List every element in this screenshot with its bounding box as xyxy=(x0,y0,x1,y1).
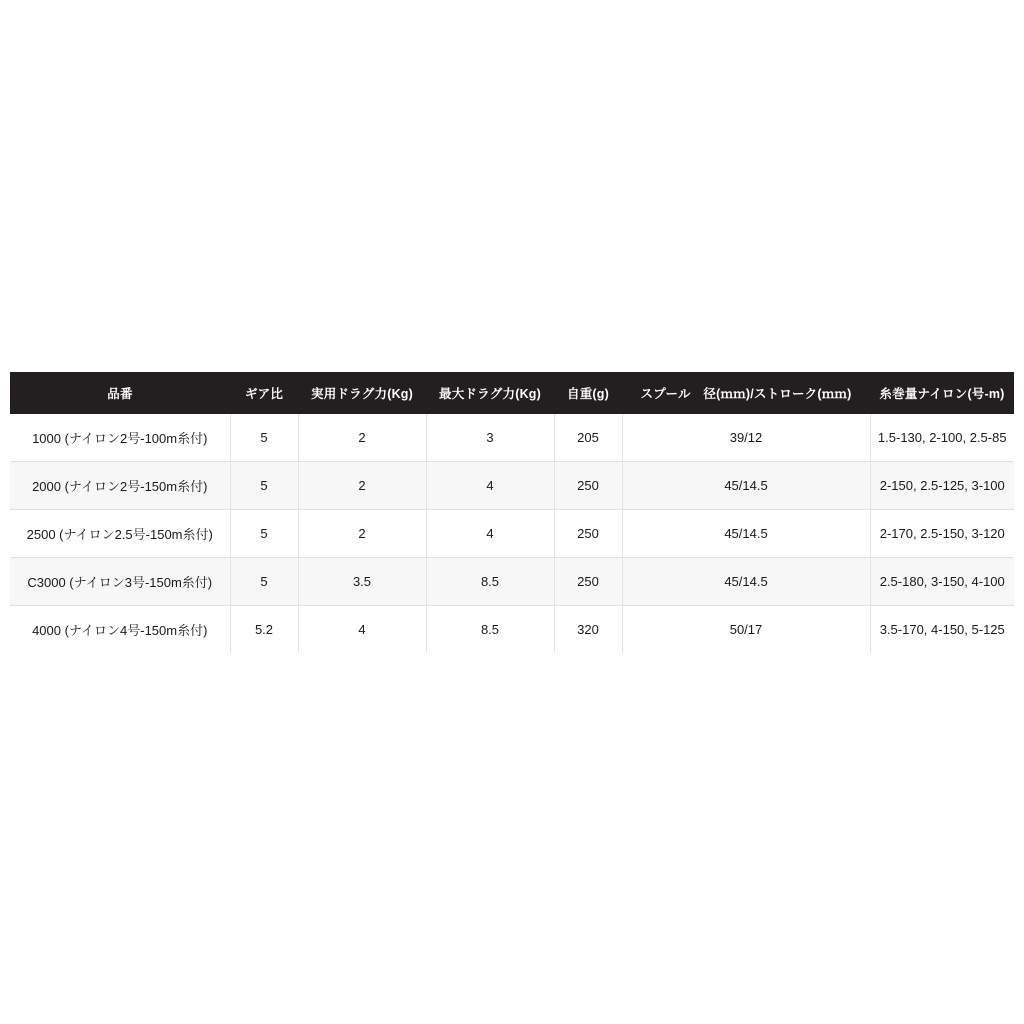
column-header-line-capacity: 糸巻量ナイロン(号-m) xyxy=(870,372,1014,414)
cell-practical-drag: 2 xyxy=(298,510,426,558)
cell-weight: 205 xyxy=(554,414,622,462)
cell-line-capacity: 2-150, 2.5-125, 3-100 xyxy=(870,462,1014,510)
spec-table-container xyxy=(10,372,1014,653)
cell-practical-drag: 3.5 xyxy=(298,558,426,606)
column-header-model: 品番 xyxy=(10,372,230,414)
column-header-gear-ratio: ギア比 xyxy=(230,372,298,414)
cell-line-capacity: 2-170, 2.5-150, 3-120 xyxy=(870,510,1014,558)
table-row xyxy=(10,606,1014,654)
specification-table xyxy=(10,372,1014,653)
cell-spool: 39/12 xyxy=(622,414,870,462)
cell-gear-ratio: 5.2 xyxy=(230,606,298,654)
cell-max-drag: 8.5 xyxy=(426,606,554,654)
table-header xyxy=(10,372,1014,414)
column-header-weight: 自重(g) xyxy=(554,372,622,414)
cell-model: 2000 (ナイロン2号-150m糸付) xyxy=(10,462,230,510)
cell-gear-ratio: 5 xyxy=(230,558,298,606)
cell-spool: 45/14.5 xyxy=(622,558,870,606)
cell-practical-drag: 2 xyxy=(298,462,426,510)
cell-weight: 250 xyxy=(554,462,622,510)
cell-weight: 320 xyxy=(554,606,622,654)
cell-max-drag: 4 xyxy=(426,510,554,558)
column-header-spool: スプール 径(ｍｍ)/ストローク(ｍｍ) xyxy=(622,372,870,414)
cell-practical-drag: 2 xyxy=(298,414,426,462)
table-header-row xyxy=(10,372,1014,414)
cell-max-drag: 3 xyxy=(426,414,554,462)
cell-max-drag: 4 xyxy=(426,462,554,510)
cell-spool: 45/14.5 xyxy=(622,462,870,510)
cell-model: 2500 (ナイロン2.5号-150m糸付) xyxy=(10,510,230,558)
table-row xyxy=(10,414,1014,462)
column-header-practical-drag: 実用ドラグ力(Kg) xyxy=(298,372,426,414)
cell-gear-ratio: 5 xyxy=(230,510,298,558)
cell-spool: 50/17 xyxy=(622,606,870,654)
cell-line-capacity: 1.5-130, 2-100, 2.5-85 xyxy=(870,414,1014,462)
cell-practical-drag: 4 xyxy=(298,606,426,654)
cell-gear-ratio: 5 xyxy=(230,462,298,510)
cell-model: C3000 (ナイロン3号-150m糸付) xyxy=(10,558,230,606)
cell-model: 1000 (ナイロン2号-100m糸付) xyxy=(10,414,230,462)
column-header-max-drag: 最大ドラグ力(Kg) xyxy=(426,372,554,414)
cell-model: 4000 (ナイロン4号-150m糸付) xyxy=(10,606,230,654)
table-row xyxy=(10,462,1014,510)
cell-weight: 250 xyxy=(554,558,622,606)
cell-weight: 250 xyxy=(554,510,622,558)
cell-line-capacity: 2.5-180, 3-150, 4-100 xyxy=(870,558,1014,606)
table-body xyxy=(10,414,1014,653)
cell-gear-ratio: 5 xyxy=(230,414,298,462)
cell-spool: 45/14.5 xyxy=(622,510,870,558)
table-row xyxy=(10,510,1014,558)
table-row xyxy=(10,558,1014,606)
cell-line-capacity: 3.5-170, 4-150, 5-125 xyxy=(870,606,1014,654)
cell-max-drag: 8.5 xyxy=(426,558,554,606)
